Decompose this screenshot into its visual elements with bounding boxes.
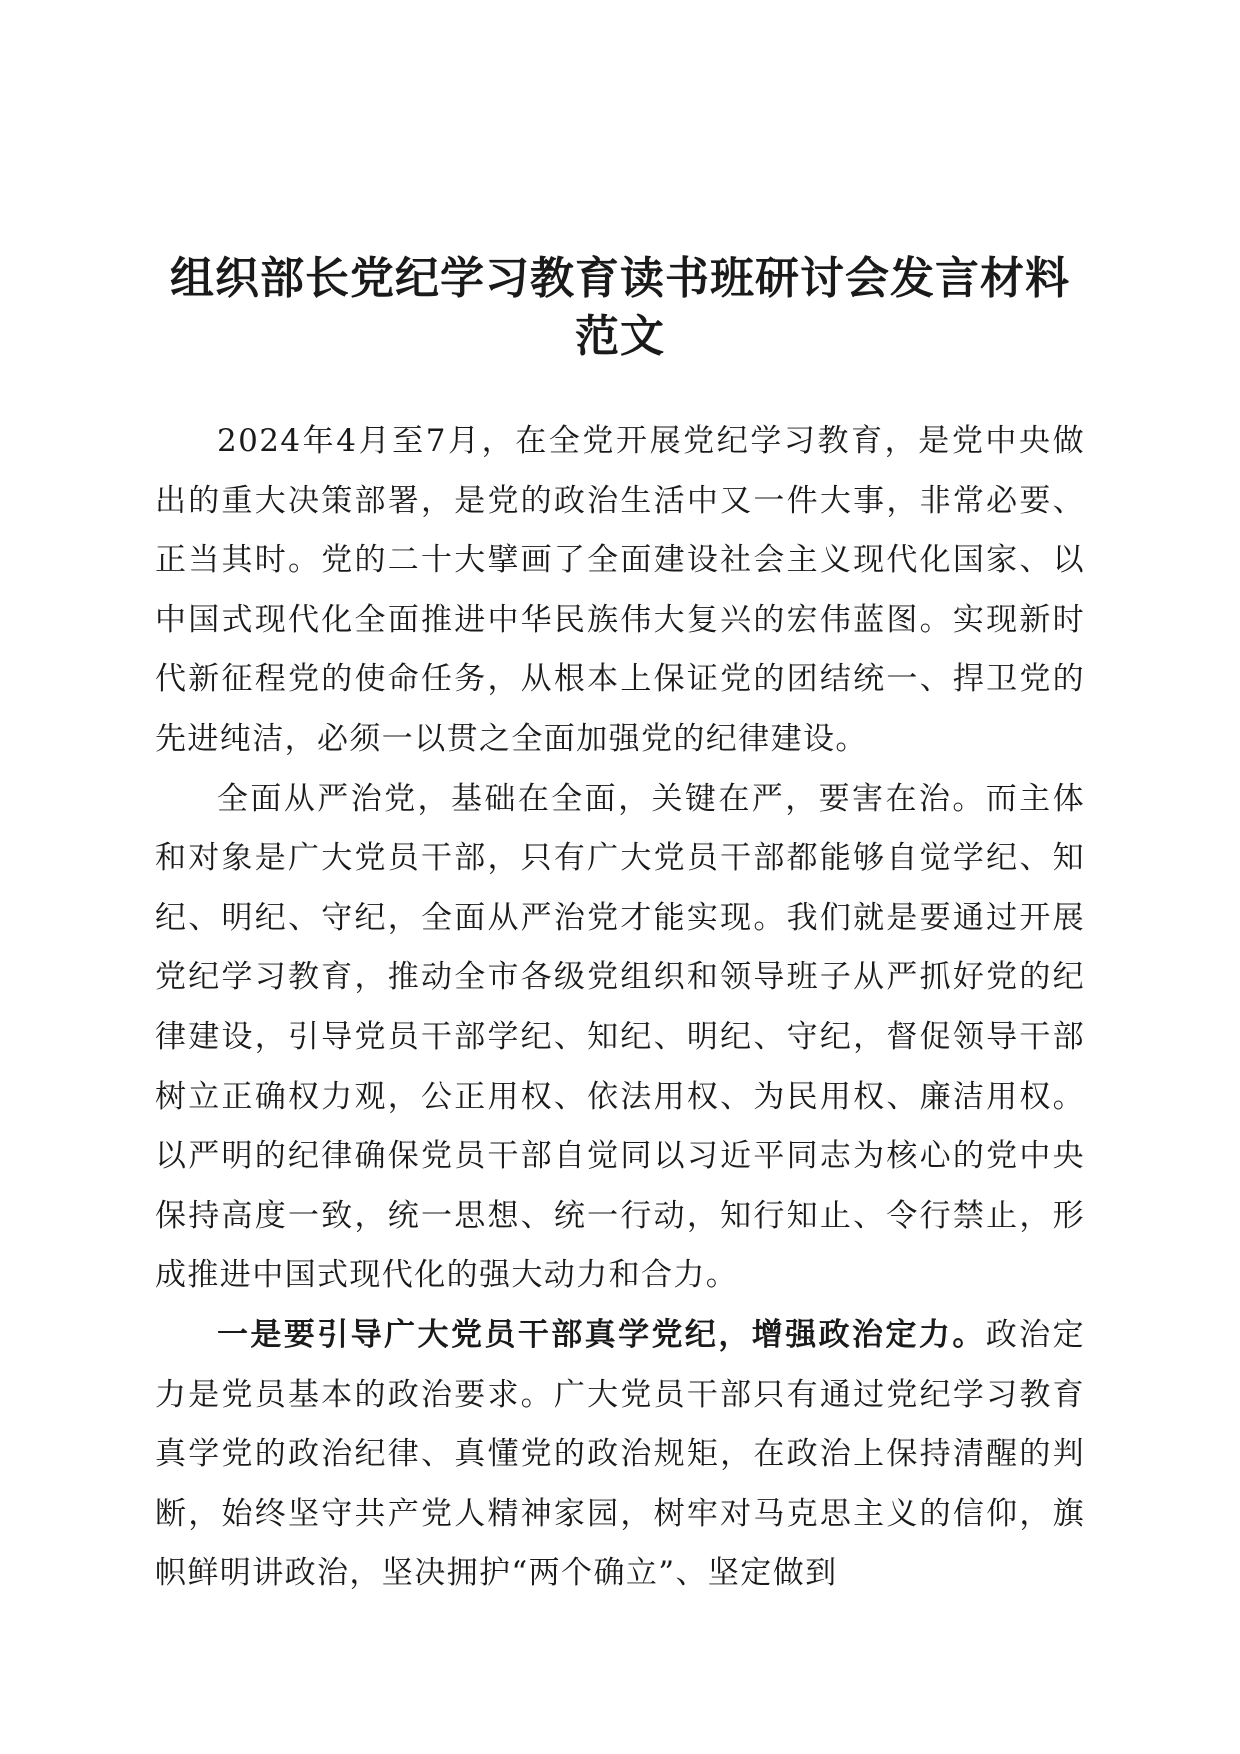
paragraph-2	[155, 770, 1085, 1306]
document-body	[155, 412, 1085, 1604]
paragraph-1	[155, 412, 1085, 770]
title-line-1: 组织部长党纪学习教育读书班研讨会发言材料	[170, 253, 1070, 304]
paragraph-text: 政治定力是党员基本的政治要求。广大党员干部只有通过党纪学习教育真学党的政治纪律、真懂党的政治规矩，在政治上保持清醒的判断，始终坚守共产党人精神家园，树牢对马克思主义的信仰，旗帜鲜明讲政治，坚决拥护“两个确立”、坚定做到	[155, 1316, 1085, 1592]
paragraph-text: 全面从严治党，基础在全面，关键在严，要害在治。而主体和对象是广大党员干部，只有广大党员干部都能够自觉学纪、知纪、明纪、守纪，全面从严治党才能实现。我们就是要通过开展党纪学习教育，推动全市各级党组织和领导班子从严抓好党的纪律建设，引导党员干部学纪、知纪、明纪、守纪，督促领导干部树立正确权力观，公正用权、依法用权、为民用权、廉洁用权。以严明的纪律确保党员干部自觉同以习近平同志为核心的党中央保持高度一致，统一思想、统一行动，知行知止、令行禁止，形成推进中国式现代化的强大动力和合力。	[155, 780, 1085, 1294]
paragraph-3	[155, 1306, 1085, 1604]
document-title	[150, 250, 1090, 366]
paragraph-text: 2024年4月至7月，在全党开展党纪学习教育，是党中央做出的重大决策部署，是党的政治生活中又一件大事，非常必要、正当其时。党的二十大擘画了全面建设社会主义现代化国家、以中国式现代化全面推进中华民族伟大复兴的宏伟蓝图。实现新时代新征程党的使命任务，从根本上保证党的团结统一、捍卫党的先进纯洁，必须一以贯之全面加强党的纪律建设。	[155, 423, 1085, 757]
title-line-2: 范文	[575, 311, 665, 362]
paragraph-lead-heading: 一是要引导广大党员干部真学党纪，增强政治定力。	[217, 1316, 986, 1353]
